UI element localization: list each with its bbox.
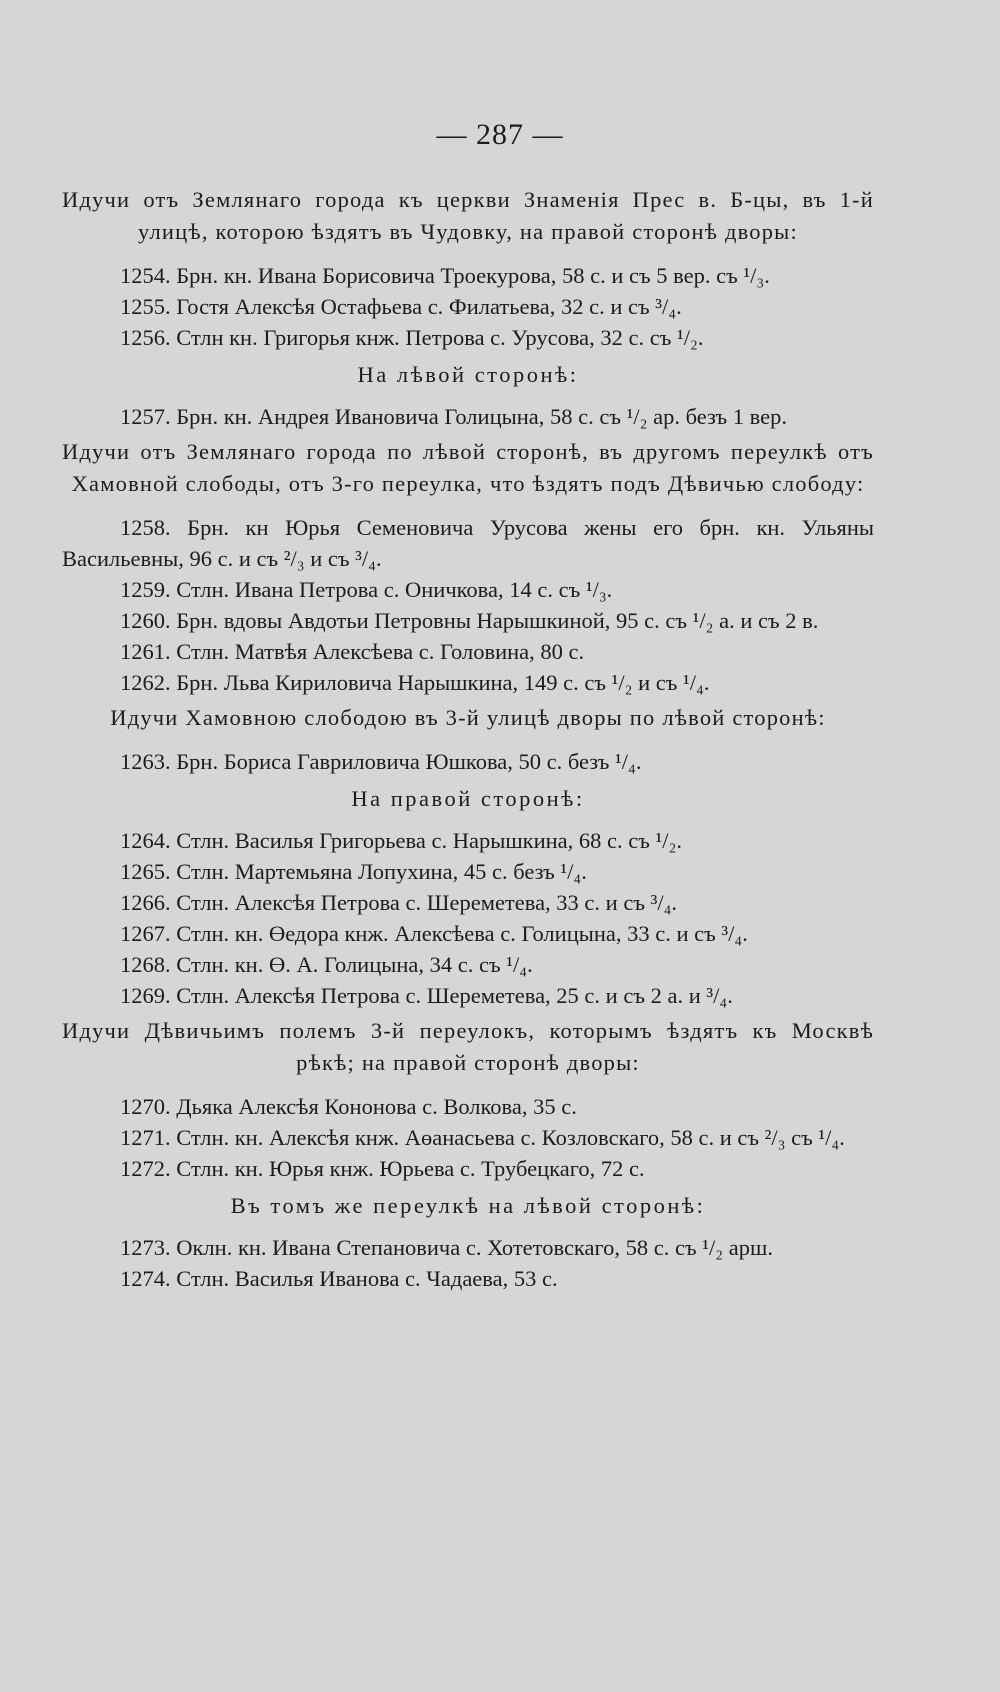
entry-1254: 1254. Брн. кн. Ивана Борисовича Троекурова, 58 с. и съ 5 вер. съ ¹/₃. bbox=[120, 263, 770, 288]
entry-1267: 1267. Стлн. кн. Өедора кнж. Алексѣева с. Голицына, 33 с. и съ ³/₄. bbox=[120, 921, 748, 946]
entry-1264: 1264. Стлн. Василья Григорьева с. Нарышкина, 68 с. съ ¹/₂. bbox=[120, 828, 682, 853]
page-content bbox=[62, 180, 874, 1294]
section-subheading: На лѣвой сторонѣ: bbox=[357, 362, 579, 387]
entry-1260: 1260. Брн. вдовы Авдотьи Петровны Нарышкиной, 95 с. съ ¹/₂ а. и съ 2 в. bbox=[120, 608, 819, 633]
entry-1271: 1271. Стлн. кн. Алексѣя кнж. Аөанасьева с. Козловскаго, 58 с. и съ ²/₃ съ ¹/₄. bbox=[120, 1125, 845, 1150]
entry-1272: 1272. Стлн. кн. Юрья кнж. Юрьева с. Трубецкаго, 72 с. bbox=[120, 1156, 645, 1181]
section-heading: Идучи Дѣвичьимъ полемъ 3-й переулокъ, которымъ ѣздятъ къ Москвѣ рѣкѣ; на правой сторонѣ дворы: bbox=[62, 1018, 874, 1075]
section-subheading: Въ томъ же переулкѣ на лѣвой сторонѣ: bbox=[230, 1193, 706, 1218]
entry-1274: 1274. Стлн. Василья Иванова с. Чадаева, 53 с. bbox=[120, 1266, 558, 1291]
entry-1262: 1262. Брн. Льва Кириловича Нарышкина, 149 с. съ ¹/₂ и съ ¹/₄. bbox=[120, 670, 710, 695]
section-subheading: На правой сторонѣ: bbox=[351, 786, 585, 811]
entry-1255: 1255. Гостя Алексѣя Остафьева с. Филатьева, 32 с. и съ ³/₄. bbox=[120, 294, 682, 319]
entry-1265: 1265. Стлн. Мартемьяна Лопухина, 45 с. безъ ¹/₄. bbox=[120, 859, 587, 884]
section-heading: Идучи отъ Землянаго города къ церкви Знаменія Прес в. Б-цы, въ 1-й улицѣ, которою ѣздятъ въ Чудовку, на правой сторонѣ дворы: bbox=[62, 187, 874, 244]
entry-1263: 1263. Брн. Бориса Гавриловича Юшкова, 50 с. безъ ¹/₄. bbox=[120, 749, 642, 774]
entry-1268: 1268. Стлн. кн. Ө. А. Голицына, 34 с. съ ¹/₄. bbox=[120, 952, 533, 977]
section-heading: Идучи отъ Землянаго города по лѣвой сторонѣ, въ другомъ переулкѣ отъ Хамовной слободы, отъ 3-го переулка, что ѣздятъ подъ Дѣвичью слободу: bbox=[62, 439, 874, 496]
entry-1266: 1266. Стлн. Алексѣя Петрова с. Шереметева, 33 с. и съ ³/₄. bbox=[120, 890, 678, 915]
entry-1273: 1273. Оклн. кн. Ивана Степановича с. Хотетовскаго, 58 с. съ ¹/₂ арш. bbox=[120, 1235, 773, 1260]
entry-1259: 1259. Стлн. Ивана Петрова с. Оничкова, 14 с. съ ¹/₃. bbox=[120, 577, 613, 602]
entry-1256: 1256. Стлн кн. Григорья кнж. Петрова с. Урусова, 32 с. съ ¹/₂. bbox=[120, 325, 704, 350]
section-heading: Идучи Хамовною слободою въ 3-й улицѣ дворы по лѣвой сторонѣ: bbox=[110, 705, 826, 730]
entry-1258: 1258. Брн. кн Юрья Семеновича Урусова жены его брн. кн. Ульяны Васильевны, 96 с. и съ ²/₃ и съ ³/₄. bbox=[62, 515, 874, 571]
entry-1261: 1261. Стлн. Матвѣя Алексѣева с. Головина, 80 с. bbox=[120, 639, 585, 664]
entry-1257: 1257. Брн. кн. Андрея Ивановича Голицына, 58 с. съ ¹/₂ ар. безъ 1 вер. bbox=[120, 404, 787, 429]
page-number: — 287 — bbox=[436, 118, 564, 151]
entry-1270: 1270. Дьяка Алексѣя Кононова с. Волкова, 35 с. bbox=[120, 1094, 577, 1119]
entry-1269: 1269. Стлн. Алексѣя Петрова с. Шереметева, 25 с. и съ 2 а. и ³/₄. bbox=[120, 983, 733, 1008]
